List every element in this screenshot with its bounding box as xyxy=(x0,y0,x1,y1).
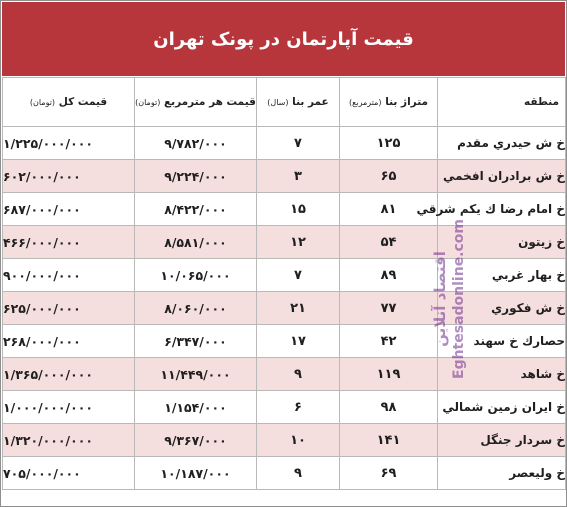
title-bar xyxy=(2,2,565,76)
header-row xyxy=(3,78,566,127)
cell-age: ۱۲ xyxy=(257,226,340,259)
cell-area: ۴۲ xyxy=(340,325,438,358)
cell-area: ۱۲۵ xyxy=(340,127,438,160)
table-row xyxy=(3,358,566,391)
cell-price-per-meter: ۹/۲۲۴/۰۰۰ xyxy=(135,160,257,193)
cell-total-price: ۲۶۸/۰۰۰/۰۰۰ xyxy=(3,325,135,358)
cell-price-per-meter: ۱۱/۴۴۹/۰۰۰ xyxy=(135,358,257,391)
cell-price-per-meter: ۱۰/۰۶۵/۰۰۰ xyxy=(135,259,257,292)
cell-total-price: ۱/۲۲۵/۰۰۰/۰۰۰ xyxy=(3,127,135,160)
cell-price-per-meter: ۸/۰۶۰/۰۰۰ xyxy=(135,292,257,325)
cell-age: ۷ xyxy=(257,259,340,292)
cell-total-price: ۱/۰۰۰/۰۰۰/۰۰۰ xyxy=(3,391,135,424)
cell-age: ۹ xyxy=(257,358,340,391)
cell-price-per-meter: ۸/۴۲۲/۰۰۰ xyxy=(135,193,257,226)
header-age: عمر بنا (سال) xyxy=(257,78,340,127)
cell-total-price: ۶۲۵/۰۰۰/۰۰۰ xyxy=(3,292,135,325)
table-row xyxy=(3,391,566,424)
table-row xyxy=(3,160,566,193)
cell-region: خ ش برادران افخمي xyxy=(438,160,566,193)
watermark-en-text: Eghtesadonline.com xyxy=(451,218,467,380)
header-total-price: قیمت کل (تومان) xyxy=(3,78,135,127)
cell-age: ۳ xyxy=(257,160,340,193)
table-row xyxy=(3,259,566,292)
table-row xyxy=(3,424,566,457)
cell-area: ۷۷ xyxy=(340,292,438,325)
price-table xyxy=(2,77,566,490)
cell-region: خ شاهد xyxy=(438,358,566,391)
cell-area: ۶۹ xyxy=(340,457,438,490)
page-title: قیمت آپارتمان در پونک تهران xyxy=(153,28,414,50)
cell-price-per-meter: ۱۰/۱۸۷/۰۰۰ xyxy=(135,457,257,490)
cell-total-price: ۶۰۲/۰۰۰/۰۰۰ xyxy=(3,160,135,193)
cell-area: ۶۵ xyxy=(340,160,438,193)
cell-price-per-meter: ۹/۷۸۲/۰۰۰ xyxy=(135,127,257,160)
table-row xyxy=(3,457,566,490)
cell-region: خ امام رضا ك يكم شرقي xyxy=(438,193,566,226)
cell-region: خ زيتون xyxy=(438,226,566,259)
cell-total-price: ۶۸۷/۰۰۰/۰۰۰ xyxy=(3,193,135,226)
cell-total-price: ۱/۳۲۰/۰۰۰/۰۰۰ xyxy=(3,424,135,457)
cell-age: ۶ xyxy=(257,391,340,424)
header-price-per-meter: قیمت هر مترمربع (تومان) xyxy=(135,78,257,127)
cell-area: ۸۹ xyxy=(340,259,438,292)
cell-age: ۹ xyxy=(257,457,340,490)
cell-area: ۱۱۹ xyxy=(340,358,438,391)
cell-age: ۱۰ xyxy=(257,424,340,457)
cell-area: ۱۴۱ xyxy=(340,424,438,457)
cell-region: خ بهار غربي xyxy=(438,259,566,292)
cell-region: خ ش فكوري xyxy=(438,292,566,325)
cell-total-price: ۹۰۰/۰۰۰/۰۰۰ xyxy=(3,259,135,292)
cell-total-price: ۱/۳۶۵/۰۰۰/۰۰۰ xyxy=(3,358,135,391)
cell-age: ۱۷ xyxy=(257,325,340,358)
cell-total-price: ۷۰۵/۰۰۰/۰۰۰ xyxy=(3,457,135,490)
table-row xyxy=(3,292,566,325)
cell-age: ۲۱ xyxy=(257,292,340,325)
cell-price-per-meter: ۹/۳۶۷/۰۰۰ xyxy=(135,424,257,457)
cell-region: خ سردار جنگل xyxy=(438,424,566,457)
table-row xyxy=(3,325,566,358)
cell-area: ۹۸ xyxy=(340,391,438,424)
header-area: متراژ بنا (مترمربع) xyxy=(340,78,438,127)
cell-total-price: ۴۶۶/۰۰۰/۰۰۰ xyxy=(3,226,135,259)
cell-region: حصارك خ سهند xyxy=(438,325,566,358)
cell-age: ۷ xyxy=(257,127,340,160)
cell-region: خ وليعصر xyxy=(438,457,566,490)
cell-price-per-meter: ۶/۳۴۷/۰۰۰ xyxy=(135,325,257,358)
cell-area: ۸۱ xyxy=(340,193,438,226)
cell-region: خ ش حيدري مقدم xyxy=(438,127,566,160)
header-region: منطقه xyxy=(438,78,566,127)
cell-price-per-meter: ۱/۱۵۴/۰۰۰ xyxy=(135,391,257,424)
table-row xyxy=(3,193,566,226)
table-row xyxy=(3,127,566,160)
watermark-fa-text: اقتصاد آنلاین xyxy=(431,251,449,347)
cell-price-per-meter: ۸/۵۸۱/۰۰۰ xyxy=(135,226,257,259)
cell-region: خ ايران زمين شمالي xyxy=(438,391,566,424)
cell-age: ۱۵ xyxy=(257,193,340,226)
cell-area: ۵۴ xyxy=(340,226,438,259)
table-row xyxy=(3,226,566,259)
